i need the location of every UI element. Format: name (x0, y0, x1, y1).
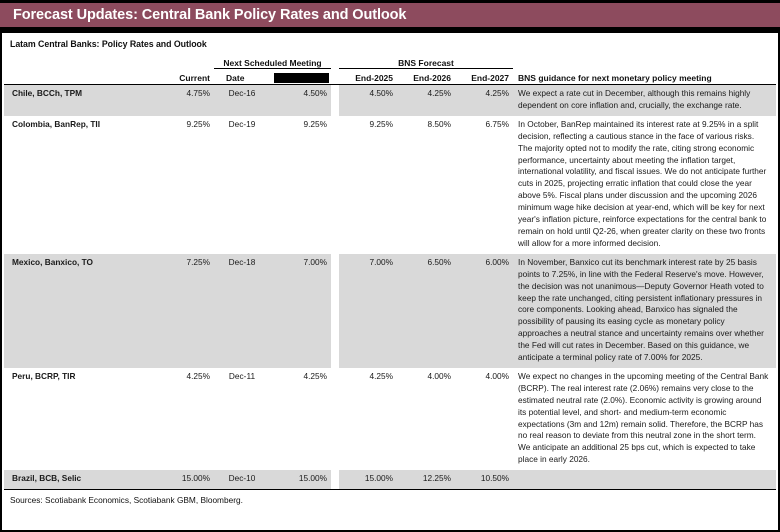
group-gap (331, 54, 339, 68)
row-end-2027: 6.75% (485, 118, 510, 129)
row-rate: 4.50% (274, 85, 331, 116)
col-header-end-2025: End-2025 (355, 73, 393, 83)
group-header-row (4, 54, 776, 68)
row-gap (331, 470, 339, 489)
sources-note: Sources: Scotiabank Economics, Scotiabank GBM, Bloomberg. (10, 494, 243, 505)
row-country: Mexico, Banxico, TO (4, 254, 152, 368)
col-header-country (4, 68, 152, 84)
group-header-next-meeting: Next Scheduled Meeting (214, 54, 331, 68)
row-end-2026: 4.00% (427, 370, 451, 381)
row-end-2027: 4.00% (485, 370, 510, 381)
row-rate: 15.00% (274, 470, 331, 489)
table-row (4, 254, 776, 368)
row-guidance: In November, Banxico cut its benchmark interest rate by 25 basis points to 7.25%, in line with the Federal Reserve's move. However, the decision was not unanimous—Deputy Governor Heath voted to keep the rate unchanged, citing persistent inflationary pressures in core components. Looking ahead, Banxico has signaled the possibility of pausing its easing cycle as monetary policy approaches a neutral stance and uncertainty remains over whether the Fed will cut rates in December. Based on this guidance, we anticipate a terminal policy rate of 7.00% for 2025. (513, 254, 776, 368)
report-sheet (0, 33, 780, 532)
page-title: Forecast Updates: Central Bank Policy Rates and Outlook (13, 7, 407, 23)
row-date: Dec-19 (228, 118, 256, 129)
row-rate: 4.25% (303, 370, 327, 381)
row-country: Brazil, BCB, Selic (4, 470, 152, 489)
table-row (4, 368, 776, 470)
row-end-2025: 15.00% (339, 470, 397, 489)
row-end-2026: 6.50% (397, 254, 455, 368)
row-country: Peru, BCRP, TIR (12, 370, 76, 381)
row-guidance: In October, BanRep maintained its interest rate at 9.25% in a split decision, reflecting a cautious stance in the face of various risks. The majority opted not to modify the rate, citing strong economic performance, uncertainty about meeting the inflation target, international volatility, and fiscal issues. We do not anticipate further cuts in 2025, projecting erratic inflation that could close the year above 5%. Fiscal plans under discussion and the upcoming 2026 minimum wage hike decision at year-end, which will be key for next year's inflation picture, reinforce expectations for the central bank to remain on hold until Q2-26, when greater clarity on these two fronts will allow for a more informed decision. (518, 118, 767, 248)
row-end-2027: 6.00% (455, 254, 513, 368)
row-end-2025: 9.25% (369, 118, 393, 129)
row-gap (331, 368, 339, 470)
row-rate: 7.00% (274, 254, 331, 368)
row-end-2025: 7.00% (339, 254, 397, 368)
row-end-2026: 4.25% (397, 85, 455, 116)
row-end-2027: 4.25% (455, 85, 513, 116)
col-header-current: Current (179, 73, 210, 83)
row-date: Dec-10 (214, 470, 274, 489)
col-header-end-2026: End-2026 (413, 73, 451, 83)
header-banner (0, 0, 780, 33)
row-country: Chile, BCCh, TPM (4, 85, 152, 116)
row-gap (331, 85, 339, 116)
row-end-2027: 10.50% (455, 470, 513, 489)
row-gap (331, 116, 339, 254)
row-guidance (513, 470, 776, 489)
row-date: Dec-18 (214, 254, 274, 368)
col-header-rate-redacted (274, 68, 331, 84)
row-end-2025: 4.25% (369, 370, 393, 381)
header-gap (331, 68, 339, 84)
col-header-date: Date (226, 73, 245, 83)
row-current: 15.00% (152, 470, 214, 489)
row-current: 4.75% (152, 85, 214, 116)
group-spacer (4, 54, 152, 68)
row-rate: 9.25% (303, 118, 327, 129)
row-date: Dec-16 (214, 85, 274, 116)
group-spacer-current (152, 54, 214, 68)
table-row (4, 85, 776, 116)
row-current: 7.25% (152, 254, 214, 368)
table-caption: Latam Central Banks: Policy Rates and Outlook (10, 39, 207, 49)
row-current: 4.25% (186, 370, 210, 381)
row-country: Colombia, BanRep, TII (12, 118, 101, 129)
policy-rates-table (4, 54, 776, 489)
row-current: 9.25% (186, 118, 210, 129)
column-header-row (4, 68, 776, 84)
group-header-bns-forecast: BNS Forecast (339, 54, 513, 68)
row-end-2025: 4.50% (339, 85, 397, 116)
row-end-2026: 8.50% (427, 118, 451, 129)
redaction-block (274, 73, 329, 83)
banner-bar (0, 3, 780, 27)
row-gap (331, 254, 339, 368)
row-guidance: We expect a rate cut in December, although this remains highly dependent on core inflation and, crucially, the exchange rate. (513, 85, 776, 116)
col-header-end-2027: End-2027 (471, 73, 510, 83)
table-row (4, 116, 776, 254)
row-guidance: We expect no changes in the upcoming meeting of the Central Bank (BCRP). The real interest rate (2.06%) remains very close to the estimated neutral rate (2.0%). Economic activity is growing around its potential level, and short- and medium-term economic expectations (3m and 12m) remain solid. Therefore, the BCRP has no real reason to deviate from this neutral zone in the short term. We anticipate an additional 25 bps cut, which is expected to take place in early 2026. (518, 370, 769, 465)
row-date: Dec-11 (228, 370, 256, 381)
col-header-guidance: BNS guidance for next monetary policy meeting (518, 73, 712, 83)
row-end-2026: 12.25% (397, 470, 455, 489)
group-spacer-guidance (513, 54, 776, 68)
table-row (4, 470, 776, 489)
